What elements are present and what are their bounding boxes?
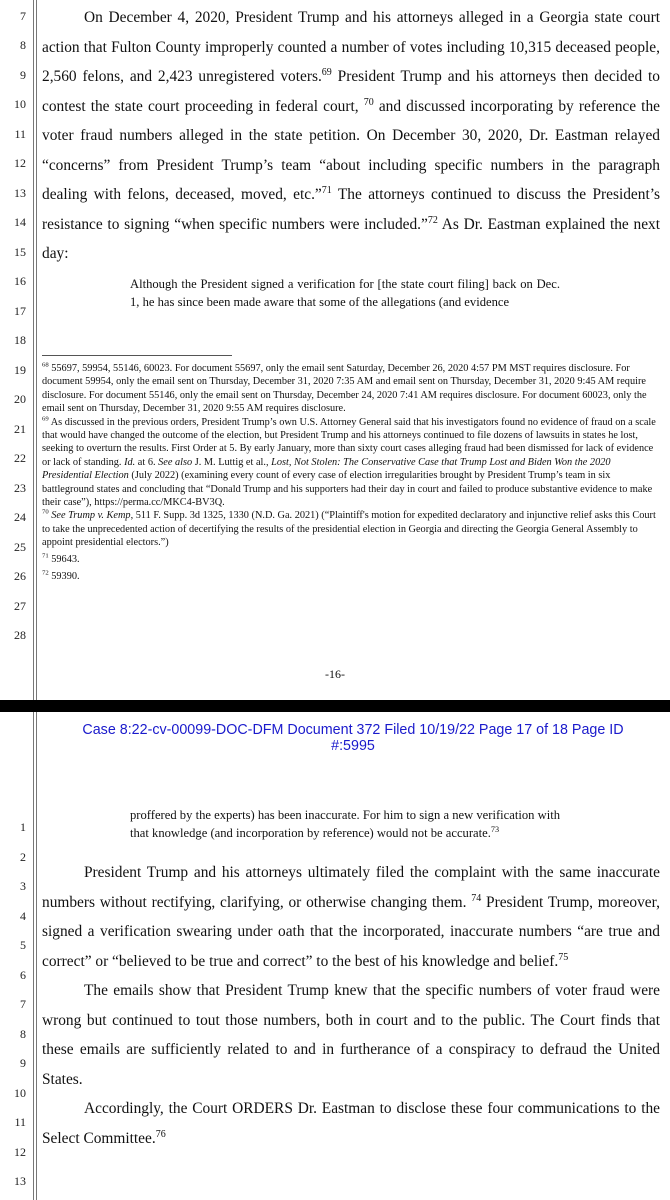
paragraph-text: Accordingly, the Court ORDERS Dr. Eastman to disclose these four communications to the Select Committee. bbox=[42, 1100, 660, 1147]
footnote-number: 69 bbox=[42, 415, 49, 423]
line-number: 13 bbox=[14, 1174, 26, 1188]
line-number: 15 bbox=[14, 245, 26, 259]
footnote-69 bbox=[42, 416, 660, 510]
line-number: 10 bbox=[14, 1086, 26, 1100]
footnote-number: 72 bbox=[42, 569, 49, 577]
line-number: 26 bbox=[14, 569, 26, 583]
block-quote: Although the President signed a verification for [the state court filing] back on Dec. 1, he has since been made aware that some of the allegations (and evidence bbox=[130, 277, 560, 309]
case-header-line: Case 8:22-cv-00099-DOC-DFM Document 372 Filed 10/19/22 Page 17 of 18 Page ID bbox=[82, 722, 624, 738]
line-number: 22 bbox=[14, 451, 26, 465]
footnote-ref[interactable]: 75 bbox=[558, 951, 569, 963]
cited-work-title: Lost, Not Stolen: The Conservative Case that Trump Lost and Biden Won the 2020 Presidential Election bbox=[42, 456, 611, 482]
paragraph-text: The attorneys continued to discuss the President’s resistance to signing “when specific numbers were included.” bbox=[42, 186, 660, 233]
line-number: 3 bbox=[20, 879, 26, 893]
line-number: 28 bbox=[14, 628, 26, 642]
line-number: 12 bbox=[14, 156, 26, 170]
footnote-ref[interactable]: 69 bbox=[321, 66, 332, 78]
line-number: 24 bbox=[14, 510, 26, 524]
footnote-text: 59643. bbox=[48, 553, 80, 565]
paragraph-text: On December 4, 2020, President Trump and his attorneys alleged in a Georgia state court action that Fulton County improperly counted a number of votes including 10,315 deceased people, 2,560 felons, and 2,423 unregistered voters. bbox=[42, 9, 660, 85]
left-margin-rule bbox=[36, 0, 37, 700]
line-number: 1 bbox=[20, 820, 26, 834]
line-number: 21 bbox=[14, 422, 26, 436]
footnote-ref[interactable]: 70 bbox=[363, 96, 374, 108]
footnote-ref[interactable]: 76 bbox=[155, 1128, 166, 1140]
left-margin-rule bbox=[36, 712, 37, 1200]
line-number: 11 bbox=[14, 1115, 26, 1129]
paragraph-text: President Trump and his attorneys then decided to contest the state court proceeding in federal court, bbox=[42, 68, 660, 115]
paragraph-text: President Trump, moreover, signed a verification swearing under oath that the incorporated, inaccurate numbers “are true and correct” or “believed to be true and correct” to the best of his knowledge and belief. bbox=[42, 893, 660, 970]
line-number: 23 bbox=[14, 481, 26, 495]
page-separator bbox=[0, 700, 670, 712]
line-number: 6 bbox=[20, 968, 26, 982]
footnote-text: As discussed in the previous orders, President Trump’s own U.S. Attorney General said that his investigators found no evidence of fraud on a scale that would have changed the outcome of the election, but President Trump and his attorneys continued to file dozens of lawsuits in states he lost, seeking to overturn the results. First Order at 5. By early January, more than sixty court cases alleging fraud had been dismissed for lack of evidence or lack of standing. bbox=[42, 416, 656, 468]
line-number: 18 bbox=[14, 333, 26, 347]
line-number: 27 bbox=[14, 599, 26, 613]
paragraph bbox=[42, 858, 660, 976]
left-margin-rule bbox=[33, 0, 34, 700]
line-number: 2 bbox=[20, 850, 26, 864]
footnote-68 bbox=[42, 362, 660, 416]
footnote-71 bbox=[42, 553, 660, 566]
case-header-line: #:5995 bbox=[331, 738, 375, 754]
line-number: 13 bbox=[14, 186, 26, 200]
footnote-number: 71 bbox=[42, 552, 49, 560]
footnote-text: at 6. bbox=[135, 456, 159, 468]
line-number: 25 bbox=[14, 540, 26, 554]
line-number: 19 bbox=[14, 363, 26, 377]
citation-id: Id. bbox=[124, 456, 136, 468]
line-number: 4 bbox=[20, 909, 26, 923]
footnote-72 bbox=[42, 570, 660, 583]
footnote-number: 68 bbox=[42, 361, 49, 369]
paragraph-text: and discussed incorporating by reference the voter fraud numbers alleged in the state petition. On December 30, 2020, Dr. Eastman relayed “concerns” from President Trump’s team “about including specific numbers in the paragraph dealing with felons, deceased, moved, etc.” bbox=[42, 97, 660, 203]
line-number: 14 bbox=[14, 215, 26, 229]
line-number: 16 bbox=[14, 274, 26, 288]
footnote-ref[interactable]: 72 bbox=[427, 214, 438, 226]
paragraph bbox=[42, 1094, 660, 1153]
paragraph-text: President Trump and his attorneys ultimately filed the complaint with the same inaccurate numbers without rectifying, clarifying, or otherwise changing them. bbox=[42, 864, 660, 911]
footnote-number: 70 bbox=[42, 509, 49, 517]
case-header bbox=[36, 722, 670, 754]
line-number: 12 bbox=[14, 1145, 26, 1159]
paragraph: The emails show that President Trump knew that the specific numbers of voter fraud were wrong but continued to tout those numbers, both in court and to the public. The Court finds that these emails are sufficiently related to and in furtherance of a conspiracy to defraud the United States. bbox=[42, 982, 660, 1088]
footnote-text: (July 2022) (examining every count of every case of election irregularities brought by President Trump’s team in six battleground states and concluding that “Donald Trump and his supporters had their day in court and failed to produce substantive evidence to make their case”), https://perma.cc/MKC4-BV3Q. bbox=[42, 470, 653, 509]
footnote-text: , 511 F. Supp. 3d 1325, 1330 (N.D. Ga. 2021) (“Plaintiff's motion for expedited declaratory and injunctive relief asks this Court to take the unprecedented action of decertifying the results of the presidential election in Georgia and directing the Georgia General Assembly to appoint presidential electors.”) bbox=[42, 510, 656, 549]
line-number: 9 bbox=[20, 68, 26, 82]
citation-signal: See also bbox=[158, 456, 193, 468]
line-number: 7 bbox=[20, 9, 26, 23]
line-number: 10 bbox=[14, 97, 26, 111]
footnote-ref[interactable]: 71 bbox=[321, 184, 332, 196]
line-number: 11 bbox=[14, 127, 26, 141]
body-paragraph bbox=[42, 3, 660, 269]
footnote-ref[interactable]: 74 bbox=[471, 892, 482, 904]
paragraph-text: As Dr. Eastman explained the next day: bbox=[42, 215, 660, 262]
line-number: 17 bbox=[14, 304, 26, 318]
block-quote-continued bbox=[130, 806, 560, 842]
footnote-divider bbox=[42, 355, 232, 356]
line-number: 7 bbox=[20, 997, 26, 1011]
page-number: -16- bbox=[325, 667, 345, 681]
body-paragraphs bbox=[42, 858, 660, 1153]
case-citation: See Trump v. Kemp bbox=[48, 510, 131, 522]
footnote-70 bbox=[42, 509, 660, 549]
footnote-ref[interactable]: 73 bbox=[490, 824, 500, 834]
footnote-text: 55697, 59954, 55146, 60023. For document 55697, only the email sent Saturday, December 26, 2020 4:57 PM MST requires disclosure. For document 59954, only the email sent on Thursday, December 31, 2020 7:35 AM and email sent on Thursday, December 31, 2020 9:45 AM require disclosure. For document 55146, only the email sent on Thursday, December 24, 2020 7:41 AM requires disclosure. For document 60023, only the email sent on Thursday, December 31, 2020 9:55 AM requires disclosure. bbox=[42, 363, 647, 415]
line-number: 8 bbox=[20, 1027, 26, 1041]
line-number: 8 bbox=[20, 38, 26, 52]
line-number: 20 bbox=[14, 392, 26, 406]
footnote-text: J. M. Luttig et al., bbox=[192, 456, 272, 468]
footnotes bbox=[42, 362, 660, 584]
quote-text: proffered by the experts) has been inaccurate. For him to sign a new verification with that knowledge (and incorporation by reference) would not be accurate. bbox=[130, 808, 560, 840]
line-number: 5 bbox=[20, 938, 26, 952]
left-margin-rule bbox=[33, 712, 34, 1200]
footnote-text: 59390. bbox=[48, 571, 80, 583]
line-number: 9 bbox=[20, 1056, 26, 1070]
